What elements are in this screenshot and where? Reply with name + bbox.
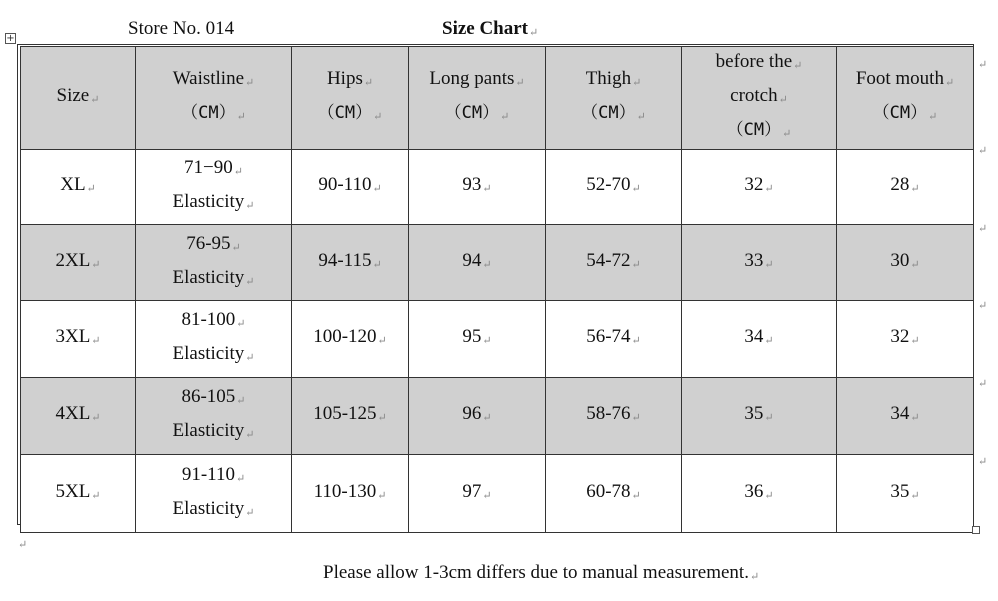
cell-value: 35	[744, 403, 764, 424]
row-end-mark-icon: ↵	[978, 378, 988, 390]
cell-size	[21, 378, 136, 455]
cell-value: 94	[462, 249, 482, 271]
paragraph-mark-icon: ↵	[910, 335, 920, 347]
cell-waist	[136, 455, 292, 533]
paragraph-mark-icon: ↵	[245, 429, 255, 441]
cell-value: 90-110	[318, 174, 372, 195]
paragraph-mark-icon: ↵	[910, 183, 920, 195]
cell-crotch	[682, 455, 837, 533]
paragraph-mark-icon: ↵	[764, 412, 774, 424]
paragraph-mark-icon: ↵	[231, 241, 241, 254]
row-end-mark-icon: ↵	[978, 59, 988, 71]
cell-hips	[292, 455, 409, 533]
waist-note: Elasticity	[172, 420, 245, 441]
paragraph-mark-icon: ↵	[782, 128, 792, 140]
column-header-text: （CM）	[872, 103, 928, 123]
waist-note: Elasticity	[172, 497, 245, 519]
paragraph-mark-icon: ↵	[236, 395, 246, 407]
column-header-text: before the	[715, 51, 793, 72]
paragraph-mark-icon: ↵	[482, 258, 492, 271]
waist-range: 76-95	[186, 232, 231, 254]
waist-range: 81-100	[181, 309, 236, 330]
paragraph-mark-icon: ↵	[482, 412, 492, 424]
cell-value: XL	[60, 174, 86, 195]
paragraph-mark-icon: ↵	[91, 489, 101, 502]
row-end-mark-icon: ↵	[978, 145, 988, 157]
cell-waist	[136, 225, 292, 301]
paragraph-mark-icon: ↵	[764, 335, 774, 347]
cell-thigh	[546, 150, 682, 225]
cell-foot-mouth	[837, 150, 974, 225]
table-row	[21, 150, 974, 225]
paragraph-mark-icon: ↵	[245, 275, 255, 288]
cell-value: 52-70	[586, 174, 631, 195]
waist-range: 71−90	[184, 157, 233, 178]
paragraph-mark-icon: ↵	[363, 77, 374, 89]
cell-crotch	[682, 378, 837, 455]
column-header-text: Foot mouth	[855, 68, 944, 89]
cell-value: 36	[744, 480, 764, 502]
column-header-text: （CM）	[581, 103, 636, 123]
cell-long-pants	[409, 150, 546, 225]
cell-foot-mouth	[837, 455, 974, 533]
column-header	[409, 47, 546, 150]
column-header	[292, 47, 409, 150]
paragraph-mark-icon: ↵	[18, 539, 28, 551]
waist-note: Elasticity	[172, 343, 245, 364]
cell-value: 100-120	[313, 326, 377, 347]
column-header-text: crotch	[730, 85, 778, 106]
cell-value: 110-130	[313, 480, 377, 502]
table-resize-handle-icon[interactable]	[972, 526, 980, 534]
paragraph-mark-icon: ↵	[749, 571, 760, 583]
cell-long-pants	[409, 225, 546, 301]
cell-hips	[292, 301, 409, 378]
cell-hips	[292, 150, 409, 225]
column-header-text: （CM）	[726, 120, 782, 140]
cell-thigh	[546, 301, 682, 378]
column-header-text: Waistline	[172, 68, 245, 89]
cell-value: 93	[462, 174, 482, 195]
column-header-text: （CM）	[181, 103, 236, 123]
column-header-text: Size	[56, 85, 90, 106]
paragraph-mark-icon: ↵	[778, 94, 788, 106]
paragraph-mark-icon: ↵	[631, 258, 641, 271]
cell-hips	[292, 378, 409, 455]
paragraph-mark-icon: ↵	[482, 183, 492, 195]
cell-value: 105-125	[313, 403, 377, 424]
cell-value: 32	[890, 326, 910, 347]
cell-value: 32	[744, 174, 764, 195]
paragraph-mark-icon: ↵	[236, 318, 246, 330]
waist-range: 91-110	[181, 463, 235, 485]
cell-value: 5XL	[55, 480, 91, 502]
cell-long-pants	[409, 301, 546, 378]
cell-value: 96	[462, 403, 482, 424]
table-row	[21, 301, 974, 378]
waist-note: Elasticity	[172, 191, 245, 212]
paragraph-mark-icon: ↵	[91, 258, 101, 271]
row-end-mark-icon: ↵	[978, 456, 988, 468]
cell-value: 30	[890, 249, 910, 271]
cell-value: 4XL	[55, 403, 91, 424]
cell-value: 3XL	[55, 326, 91, 347]
cell-long-pants	[409, 455, 546, 533]
cell-crotch	[682, 301, 837, 378]
column-header-text: Thigh	[585, 68, 632, 89]
cell-value: 28	[890, 174, 910, 195]
paragraph-mark-icon: ↵	[245, 352, 255, 364]
cell-thigh	[546, 378, 682, 455]
paragraph-mark-icon: ↵	[377, 412, 387, 424]
size-chart-table	[20, 46, 974, 533]
paragraph-mark-icon: ↵	[631, 412, 641, 424]
column-header	[837, 47, 974, 150]
cell-size	[21, 301, 136, 378]
table-row	[21, 455, 974, 533]
page-title: Size Chart↵	[442, 18, 539, 39]
paragraph-mark-icon: ↵	[910, 412, 920, 424]
row-end-mark-icon: ↵	[978, 300, 988, 312]
paragraph-mark-icon: ↵	[236, 111, 246, 123]
paragraph-mark-icon: ↵	[245, 200, 255, 212]
paragraph-mark-icon: ↵	[372, 183, 382, 195]
paragraph-mark-icon: ↵	[910, 489, 920, 502]
cell-value: 33	[744, 249, 764, 271]
column-header-text: （CM）	[317, 103, 373, 123]
paragraph-mark-icon: ↵	[377, 335, 387, 347]
cell-crotch	[682, 150, 837, 225]
table-move-handle-icon[interactable]: +	[6, 33, 15, 44]
paragraph-mark-icon: ↵	[91, 335, 101, 347]
column-header	[21, 47, 136, 150]
paragraph-mark-icon: ↵	[90, 94, 100, 106]
column-header	[682, 47, 837, 150]
cell-size	[21, 225, 136, 301]
cell-size	[21, 455, 136, 533]
paragraph-mark-icon: ↵	[245, 506, 255, 519]
column-header	[136, 47, 292, 150]
cell-foot-mouth	[837, 378, 974, 455]
paragraph-mark-icon: ↵	[944, 77, 955, 89]
paragraph-mark-icon: ↵	[793, 60, 803, 72]
paragraph-mark-icon: ↵	[515, 77, 525, 89]
cell-value: 60-78	[586, 480, 631, 502]
paragraph-mark-icon: ↵	[500, 111, 510, 123]
paragraph-mark-icon: ↵	[631, 489, 641, 502]
paragraph-mark-icon: ↵	[86, 183, 96, 195]
paragraph-mark-icon: ↵	[631, 335, 641, 347]
cell-long-pants	[409, 378, 546, 455]
waist-range: 86-105	[181, 386, 236, 407]
header-row	[21, 47, 974, 150]
cell-size	[21, 150, 136, 225]
cell-value: 54-72	[586, 249, 631, 271]
cell-hips	[292, 225, 409, 301]
paragraph-mark-icon: ↵	[482, 335, 492, 347]
paragraph-mark-icon: ↵	[636, 111, 646, 123]
paragraph-mark-icon: ↵	[764, 489, 774, 502]
paragraph-mark-icon: ↵	[377, 489, 387, 502]
paragraph-mark-icon: ↵	[233, 166, 243, 178]
cell-waist	[136, 301, 292, 378]
cell-value: 94-115	[318, 249, 372, 271]
column-header-text: （CM）	[444, 103, 500, 123]
cell-value: 34	[744, 326, 764, 347]
paragraph-mark-icon: ↵	[632, 77, 642, 89]
store-number: Store No. 014	[128, 18, 235, 39]
cell-thigh	[546, 225, 682, 301]
paragraph-mark-icon: ↵	[631, 183, 641, 195]
cell-value: 2XL	[55, 249, 91, 271]
column-header-text: Hips	[326, 68, 363, 89]
paragraph-mark-icon: ↵	[372, 258, 382, 271]
cell-value: 34	[890, 403, 910, 424]
measurement-note: Please allow 1-3cm differs due to manual measurement.↵	[323, 562, 760, 583]
paragraph-mark-icon: ↵	[910, 258, 920, 271]
waist-note: Elasticity	[172, 266, 245, 288]
paragraph-mark-icon: ↵	[764, 258, 774, 271]
paragraph-mark-icon: ↵	[529, 27, 539, 39]
paragraph-mark-icon: ↵	[245, 77, 255, 89]
cell-foot-mouth	[837, 225, 974, 301]
paragraph-mark-icon: ↵	[764, 183, 774, 195]
cell-value: 56-74	[586, 326, 631, 347]
cell-value: 35	[890, 480, 910, 502]
table-row	[21, 378, 974, 455]
paragraph-mark-icon: ↵	[482, 489, 492, 502]
column-header-text: Long pants	[429, 68, 515, 89]
paragraph-mark-icon: ↵	[928, 111, 938, 123]
cell-waist	[136, 378, 292, 455]
paragraph-mark-icon: ↵	[373, 111, 383, 123]
cell-foot-mouth	[837, 301, 974, 378]
cell-thigh	[546, 455, 682, 533]
cell-value: 58-76	[586, 403, 631, 424]
cell-crotch	[682, 225, 837, 301]
paragraph-mark-icon: ↵	[91, 412, 101, 424]
cell-value: 97	[462, 480, 482, 502]
paragraph-mark-icon: ↵	[235, 472, 246, 485]
cell-waist	[136, 150, 292, 225]
cell-value: 95	[462, 326, 482, 347]
column-header	[546, 47, 682, 150]
row-end-mark-icon: ↵	[978, 223, 988, 235]
table-row	[21, 225, 974, 301]
